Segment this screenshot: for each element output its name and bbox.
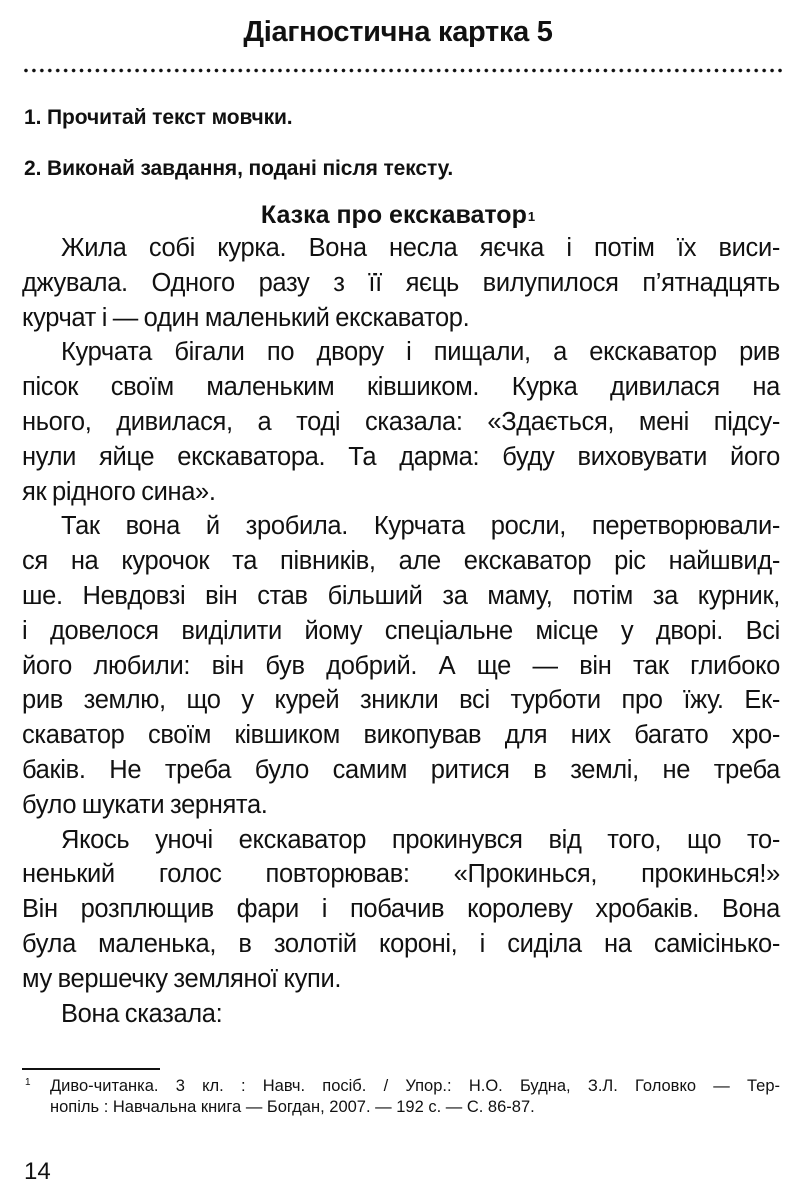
text-line: му вершечку земляної купи. [22,964,342,993]
instruction-2: 2. Виконай завдання, подані після тексту. [24,157,454,180]
text-line: рив землю, що у курей зникли всі турботи про їжу. Ек- [22,686,780,715]
paragraph [22,997,780,1032]
text-line: скаватор своїм ківшиком викопував для них багато хро- [22,721,780,750]
page-title: Діагностична картка 5 [243,16,553,48]
text-line: джувала. Одного разу з її яєць вилупилося п’ятнадцять [22,268,780,297]
footnote [22,1076,780,1118]
dotted-separator [22,68,782,73]
text-line: нього, дивилася, а тоді сказала: «Здається, мені підсу- [22,407,780,436]
instruction-1: 1. Прочитай текст мовчки. [24,106,293,129]
paragraph [22,509,780,822]
text-line: як рідного сина». [22,477,216,506]
text-line: ся на курочок та півників, але екскаватор ріс найшвид- [22,547,780,576]
text-line: була маленька, в золотій короні, і сиділа на самісінько- [22,929,780,958]
footnote-separator [22,1068,160,1070]
text-line: його любили: він був добрий. А ще — він так глибоко [22,651,780,680]
text-line: курчат і — один маленький екскаватор. [22,303,470,332]
paragraph [22,823,780,997]
text-line: ненький голос повторював: «Прокинься, прокинься!» [22,860,780,889]
footnote-line: нопіль : Навчальна книга — Богдан, 2007. — 192 с. — С. 86-87. [50,1098,535,1116]
text-line: Він розплющив фари і побачив королеву хробаків. Вона [22,895,780,924]
text-line: Так вона й зробила. Курчата росли, перетворювали- [61,512,780,541]
footnote-reference[interactable]: 1 [527,209,536,224]
text-line: пісок своїм маленьким ківшиком. Курка дивилася на [22,373,780,402]
text-line: було шукати зернята. [22,790,268,819]
text-line: Вона сказала: [61,999,223,1028]
text-line: ше. Невдовзі він став більший за маму, потім за курник, [22,581,780,610]
story-title [0,199,796,231]
text-line: нули яйце екскаватора. Та дарма: буду виховувати його [22,442,780,471]
text-line: баків. Не треба було самим ритися в землі, не треба [22,755,780,784]
story-body [22,231,780,1031]
text-line: і довелося виділити йому спеціальне місце у дворі. Всі [22,616,780,645]
footnote-mark: 1 [25,1077,31,1088]
text-line: Курчата бігали по двору і пищали, а екскаватор рив [61,338,780,367]
page-number: 14 [24,1158,51,1185]
text-line: Якось уночі екскаватор прокинувся від того, що то- [61,825,780,854]
story-title-text: Казка про екскаватор [260,201,527,229]
paragraph [22,231,780,335]
paragraph [22,335,780,509]
text-line: Жила собі курка. Вона несла яєчка і потім їх виси- [61,234,780,262]
footnote-line: Диво-читанка. 3 кл. : Навч. посіб. / Упор.: Н.О. Будна, З.Л. Головко — Тер- [50,1077,780,1095]
footnote-text [50,1076,780,1118]
